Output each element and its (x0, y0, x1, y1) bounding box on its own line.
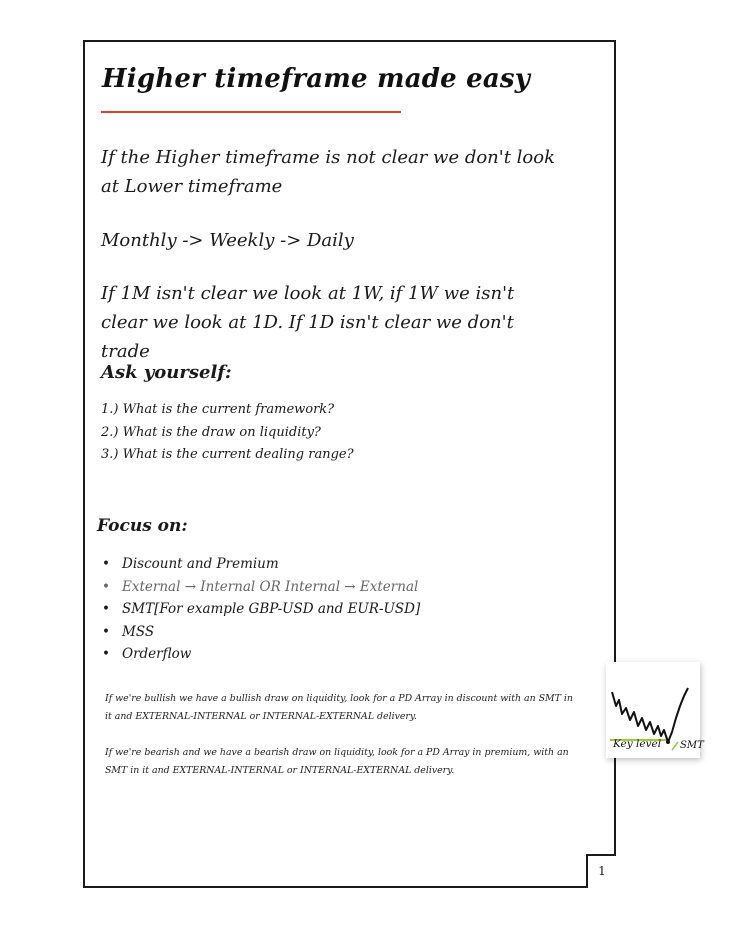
fallback-paragraph: If 1M isn't clear we look at 1W, if 1W we isn't clear we look at 1D. If 1D isn't clear we don't trade (101, 283, 515, 362)
question-item: 3.) What is the current dealing range? (101, 447, 354, 462)
list-item: • Orderflow (102, 643, 420, 666)
title-underline (101, 111, 401, 113)
price-line (612, 688, 688, 742)
question-item: 2.) What is the draw on liquidity? (101, 424, 321, 440)
smt-point (666, 740, 670, 744)
bullet-dot-icon: • (102, 578, 110, 595)
smt-marker-line (672, 742, 678, 750)
page-number: 1 (598, 864, 606, 878)
list-item: • External → Internal OR Internal → External (102, 576, 420, 599)
smt-diagram-thumbnail[interactable] (606, 662, 704, 758)
bullish-note: If we're bullish we have a bullish draw on liquidity, look for a PD Array in discount with an SMT in it and EXTERNAL-INTERNAL or INTERNAL-EXTERNAL delivery. (105, 693, 573, 722)
page-number-tab (586, 854, 616, 888)
question-item: 1.) What is the current framework? (101, 402, 335, 417)
focus-list (102, 553, 420, 666)
bullet-dot-icon: • (102, 646, 110, 662)
key-level-label: Key level (613, 738, 662, 750)
rule-paragraph: If the Higher timeframe is not clear we don't look at Lower timeframe (101, 147, 556, 197)
page-title: Higher timeframe made easy (102, 64, 531, 94)
timeframe-sequence: Monthly -> Weekly -> Daily (101, 230, 354, 251)
smt-label: SMT (680, 740, 704, 751)
notebook-page (83, 40, 616, 888)
bullet-dot-icon: • (102, 623, 110, 640)
list-item: • SMT[For example GBP-USD and EUR-USD] (102, 598, 420, 621)
ask-yourself-heading: Ask yourself: (101, 362, 232, 383)
bullet-dot-icon: • (102, 556, 110, 572)
question-list (101, 399, 354, 467)
list-item: • Discount and Premium (102, 553, 420, 576)
focus-on-heading: Focus on: (97, 516, 188, 536)
bearish-note: If we're bearish and we have a bearish draw on liquidity, look for a PD Array in premium, with an SMT in it and EXTERNAL-INTERNAL or INTERNAL-EXTERNAL delivery. (105, 747, 569, 776)
bullet-dot-icon: • (102, 601, 110, 617)
list-item: • MSS (102, 621, 420, 644)
